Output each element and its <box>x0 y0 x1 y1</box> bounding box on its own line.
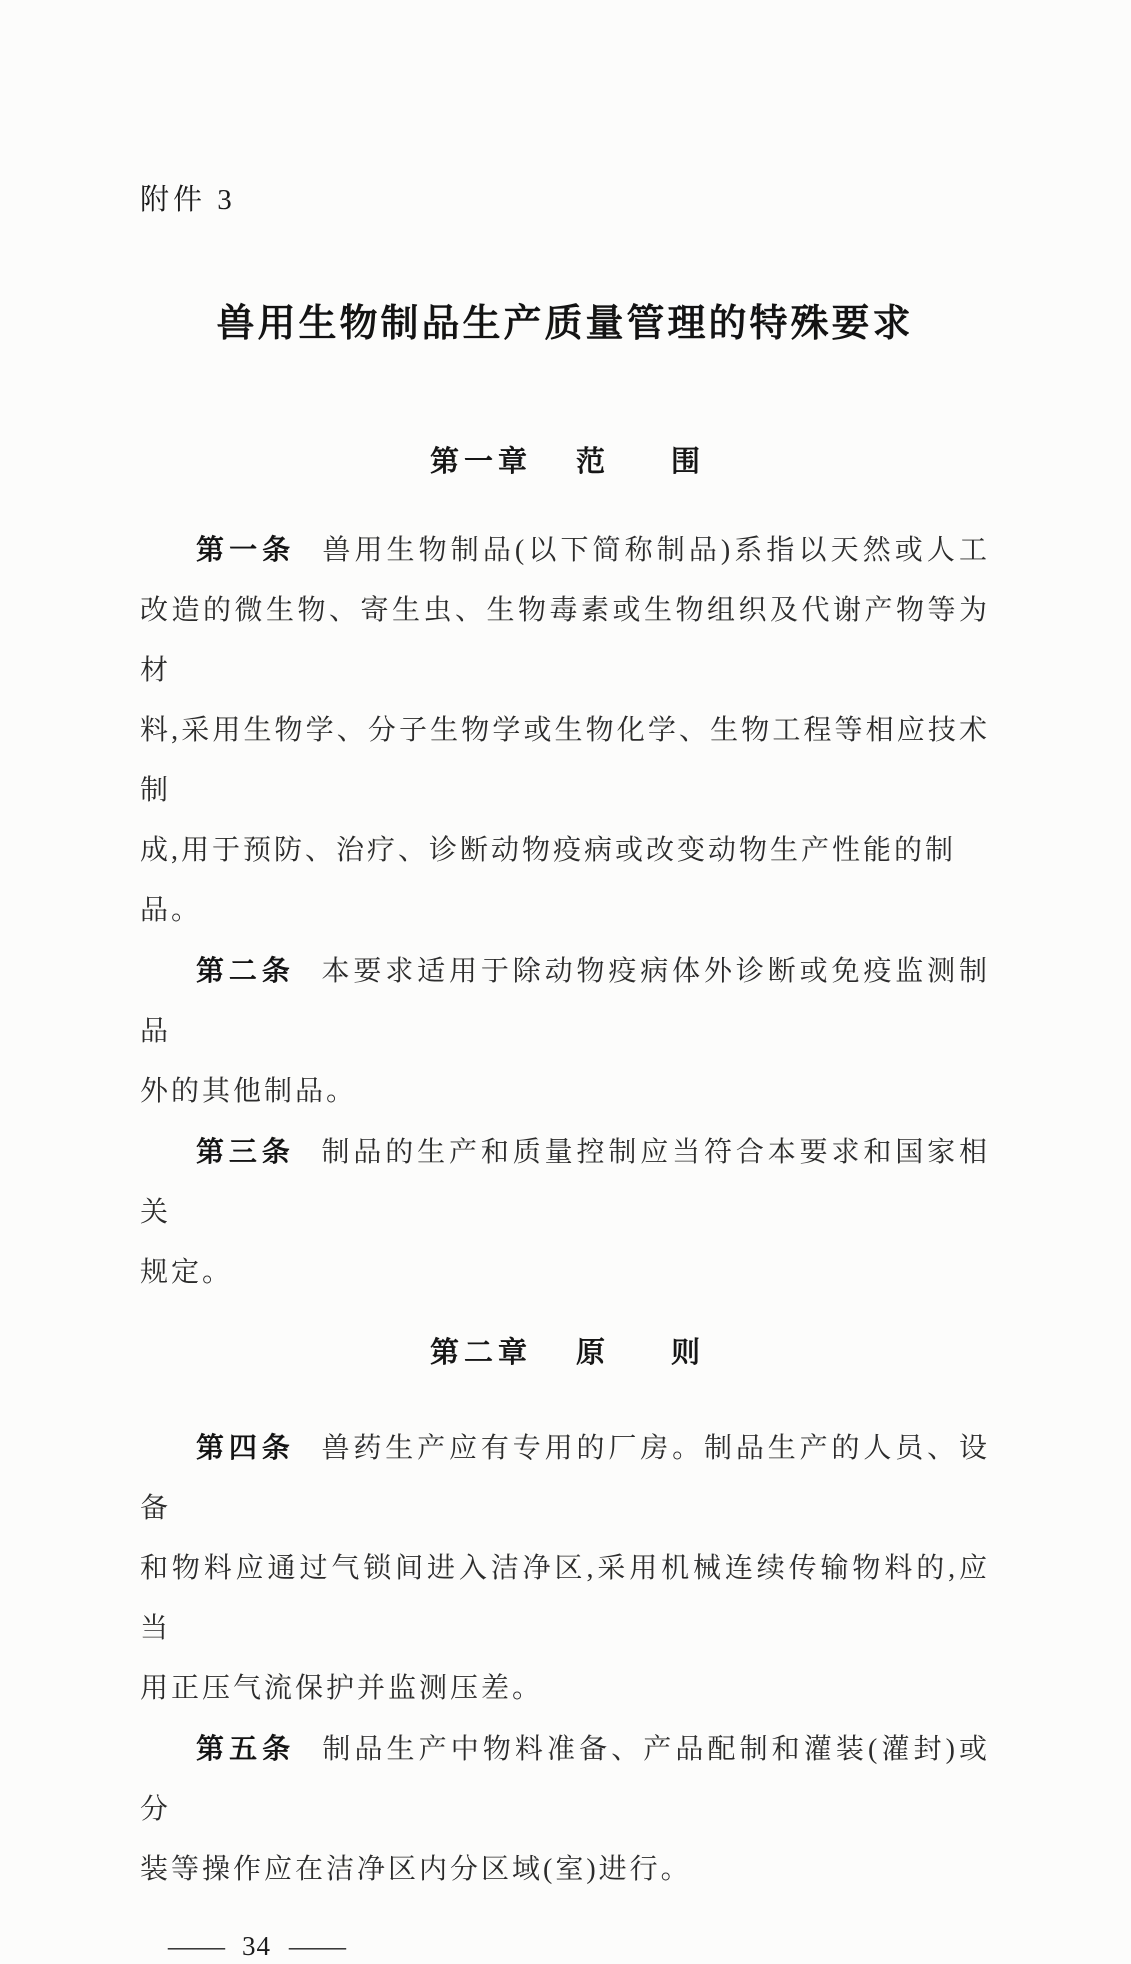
article-1-line-3: 料,采用生物学、分子生物学或生物化学、生物工程等相应技术制 <box>140 715 990 806</box>
article-4-line-3: 用正压气流保护并监测压差。 <box>140 1673 544 1704</box>
article-5-line-2: 装等操作应在洁净区内分区域(室)进行。 <box>140 1854 692 1885</box>
chapter-heading-2 <box>140 1333 990 1373</box>
chapter-2-articles <box>140 1418 990 1900</box>
article-5-term: 第五条 <box>196 1733 296 1764</box>
article-2-text: 本要求适用于除动物疫病体外诊断或免疫监测制品 <box>140 956 990 1047</box>
page-footer <box>140 1928 990 1964</box>
article-1-text: 兽用生物制品(以下简称制品)系指以天然或人工 <box>321 535 990 566</box>
footer-dash-right: — <box>288 1931 346 1961</box>
article-3-term: 第三条 <box>196 1136 295 1167</box>
page-number: 34 <box>242 1931 271 1961</box>
article-3-line-2: 规定。 <box>140 1257 234 1288</box>
article-2-line-2: 外的其他制品。 <box>140 1076 358 1107</box>
article-3-line-1 <box>140 1122 990 1243</box>
chapter-number: 第一章 <box>429 446 532 478</box>
article-4-term: 第四条 <box>196 1432 295 1463</box>
article-4-line-1 <box>140 1418 990 1539</box>
document-title: 兽用生物制品生产质量管理的特殊要求 <box>216 303 914 345</box>
article-4-line-2: 和物料应通过气锁间进入洁净区,采用机械连续传输物料的,应当 <box>140 1553 990 1644</box>
article-2-term: 第二条 <box>196 955 295 986</box>
article-1-line-4: 成,用于预防、治疗、诊断动物疫病或改变动物生产性能的制品。 <box>140 835 957 926</box>
chapter-number: 第二章 <box>429 1337 532 1369</box>
article-4-text: 兽药生产应有专用的厂房。制品生产的人员、设备 <box>140 1433 990 1524</box>
footer-dash-left: — <box>167 1931 225 1961</box>
attachment-label: 附件 3 <box>140 184 236 216</box>
article-1-term: 第一条 <box>196 534 296 565</box>
article-2-line-1 <box>140 941 990 1062</box>
article-5-text: 制品生产中物料准备、产品配制和灌装(灌封)或分 <box>140 1734 990 1825</box>
article-1-line-2: 改造的微生物、寄生虫、生物毒素或生物组织及代谢产物等为材 <box>140 595 990 686</box>
article-5-line-1 <box>140 1719 990 1840</box>
chapter-title: 原则 <box>576 1337 767 1369</box>
article-3-text: 制品的生产和质量控制应当符合本要求和国家相关 <box>140 1137 990 1228</box>
chapter-1-articles <box>140 520 990 1303</box>
article-1-line-1 <box>140 520 990 581</box>
chapter-title: 范围 <box>576 446 767 478</box>
chapter-heading-1 <box>140 442 990 482</box>
